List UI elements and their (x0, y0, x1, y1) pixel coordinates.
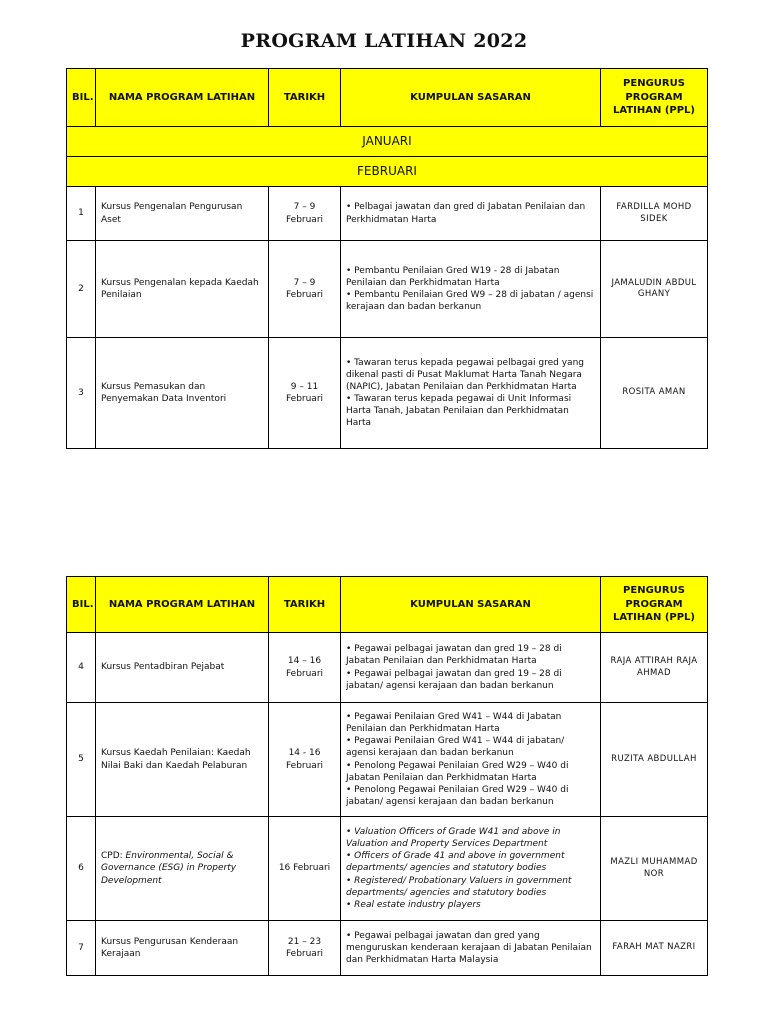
month-februari: FEBRUARI (67, 157, 708, 187)
row-tarikh: 7 – 9 Februari (269, 187, 341, 241)
row-nama: Kursus Pentadbiran Pejabat (96, 633, 269, 703)
row-ppl: ROSITA AMAN (601, 338, 708, 449)
row-bil: 1 (67, 187, 96, 241)
table-row (67, 817, 708, 921)
kumpulan-item: • Pegawai Penilaian Gred W41 – W44 di Jabatan Penilaian dan Perkhidmatan Harta (346, 711, 562, 735)
row-kumpulan (341, 187, 601, 241)
table-row (67, 921, 708, 976)
kumpulan-item: • Pembantu Penilaian Gred W9 – 28 di jabatan / agensi kerajaan dan badan berkanun (346, 290, 594, 313)
header-ppl: PENGURUS PROGRAM LATIHAN (PPL) (601, 577, 708, 633)
row-bil: 5 (67, 703, 96, 817)
kumpulan-item: • Officers of Grade 41 and above in government departments/ agencies and statutory bodies (346, 851, 565, 874)
table-row (67, 703, 708, 817)
row-bil: 2 (67, 241, 96, 338)
row-ppl: FARAH MAT NAZRI (601, 921, 708, 976)
kumpulan-item: • Valuation Officers of Grade W41 and above in Valuation and Property Services Department (346, 827, 561, 850)
row-nama: Kursus Pengenalan Pengurusan Aset (96, 187, 269, 241)
month-row-februari (67, 157, 708, 187)
header-bil: BIL. (67, 69, 96, 127)
row-bil: 7 (67, 921, 96, 976)
row-tarikh: 21 – 23 Februari (269, 921, 341, 976)
row-tarikh: 16 Februari (269, 817, 341, 921)
kumpulan-item: • Pelbagai jawatan dan gred di Jabatan Penilaian dan Perkhidmatan Harta (346, 202, 586, 225)
header-tarikh: TARIKH (269, 69, 341, 127)
row-nama: Kursus Kaedah Penilaian: Kaedah Nilai Baki dan Kaedah Pelaburan (96, 703, 269, 817)
training-table-1 (66, 68, 708, 449)
row-bil: 4 (67, 633, 96, 703)
row-kumpulan (341, 703, 601, 817)
kumpulan-item: • Tawaran terus kepada pegawai di Unit Informasi Harta Tanah, Jabatan Penilaian dan Perkhidmatan Harta (346, 394, 572, 429)
row-nama (96, 817, 269, 921)
row-nama: Kursus Pengurusan Kenderaan Kerajaan (96, 921, 269, 976)
row-ppl: FARDILLA MOHD SIDEK (601, 187, 708, 241)
row-tarikh: 9 – 11 Februari (269, 338, 341, 449)
header-kumpulan: KUMPULAN SASARAN (341, 69, 601, 127)
row-ppl: RAJA ATTIRAH RAJA AHMAD (601, 633, 708, 703)
header-nama: NAMA PROGRAM LATIHAN (96, 69, 269, 127)
kumpulan-item: • Pegawai pelbagai jawatan dan gred yang menguruskan kenderaan kerajaan di Jabatan Penilaian dan Perkhidmatan Harta Malaysia (346, 930, 592, 966)
row-bil: 6 (67, 817, 96, 921)
header-nama: NAMA PROGRAM LATIHAN (96, 577, 269, 633)
header-kumpulan: KUMPULAN SASARAN (341, 577, 601, 633)
kumpulan-item: • Tawaran terus kepada pegawai pelbagai gred yang dikenal pasti di Pusat Maklumat Harta Tanah Negara (NAPIC), Jabatan Penilaian dan Perkhidmatan Harta (346, 357, 584, 392)
kumpulan-item: • Real estate industry players (346, 899, 481, 910)
row-kumpulan (341, 338, 601, 449)
page-title: PROGRAM LATIHAN 2022 (240, 30, 528, 52)
row-kumpulan (341, 633, 601, 703)
kumpulan-item: • Penolong Pegawai Penilaian Gred W29 – W40 di Jabatan Penilaian dan Perkhidmatan Harta (346, 760, 569, 783)
kumpulan-item: • Registered/ Probationary Valuers in government departments/ agencies and statutory bodies (346, 875, 572, 898)
table-header-row (67, 577, 708, 633)
row-kumpulan (341, 921, 601, 976)
kumpulan-item: • Pegawai Penilaian Gred W41 – W44 di jabatan/ agensi kerajaan dan badan berkanun (346, 736, 565, 759)
table-row (67, 338, 708, 449)
month-row-januari (67, 127, 708, 157)
row-kumpulan (341, 241, 601, 338)
row-ppl: JAMALUDIN ABDUL GHANY (601, 241, 708, 338)
row-ppl: RUZITA ABDULLAH (601, 703, 708, 817)
row-nama: Kursus Pemasukan dan Penyemakan Data Inventori (96, 338, 269, 449)
row-tarikh: 7 – 9 Februari (269, 241, 341, 338)
header-tarikh: TARIKH (269, 577, 341, 633)
table-row (67, 187, 708, 241)
header-bil: BIL. (67, 577, 96, 633)
header-ppl: PENGURUS PROGRAM LATIHAN (PPL) (601, 69, 708, 127)
row-kumpulan (341, 817, 601, 921)
kumpulan-item: • Pegawai pelbagai jawatan dan gred 19 – 28 di Jabatan Penilaian dan Perkhidmatan Harta (346, 644, 562, 667)
row-tarikh: 14 – 16 Februari (269, 633, 341, 703)
kumpulan-item: • Penolong Pegawai Penilaian Gred W29 – W40 di jabatan/ agensi kerajaan dan badan berkanun (346, 784, 569, 807)
kumpulan-item: • Pembantu Penilaian Gred W19 - 28 di Jabatan Penilaian dan Perkhidmatan Harta (346, 265, 560, 288)
table-row (67, 241, 708, 338)
cpd-prefix: CPD: (101, 851, 126, 862)
row-ppl: MAZLI MUHAMMAD NOR (601, 817, 708, 921)
row-nama: Kursus Pengenalan kepada Kaedah Penilaian (96, 241, 269, 338)
table-row (67, 633, 708, 703)
training-table-2 (66, 576, 708, 976)
kumpulan-item: • Pegawai pelbagai jawatan dan gred 19 – 28 di jabatan/ agensi kerajaan dan badan berkanun (346, 668, 562, 691)
row-bil: 3 (67, 338, 96, 449)
row-tarikh: 14 - 16 Februari (269, 703, 341, 817)
table-header-row (67, 69, 708, 127)
month-januari: JANUARI (67, 127, 708, 157)
cpd-title: Environmental, Social & Governance (ESG) in Property Development (101, 851, 237, 886)
